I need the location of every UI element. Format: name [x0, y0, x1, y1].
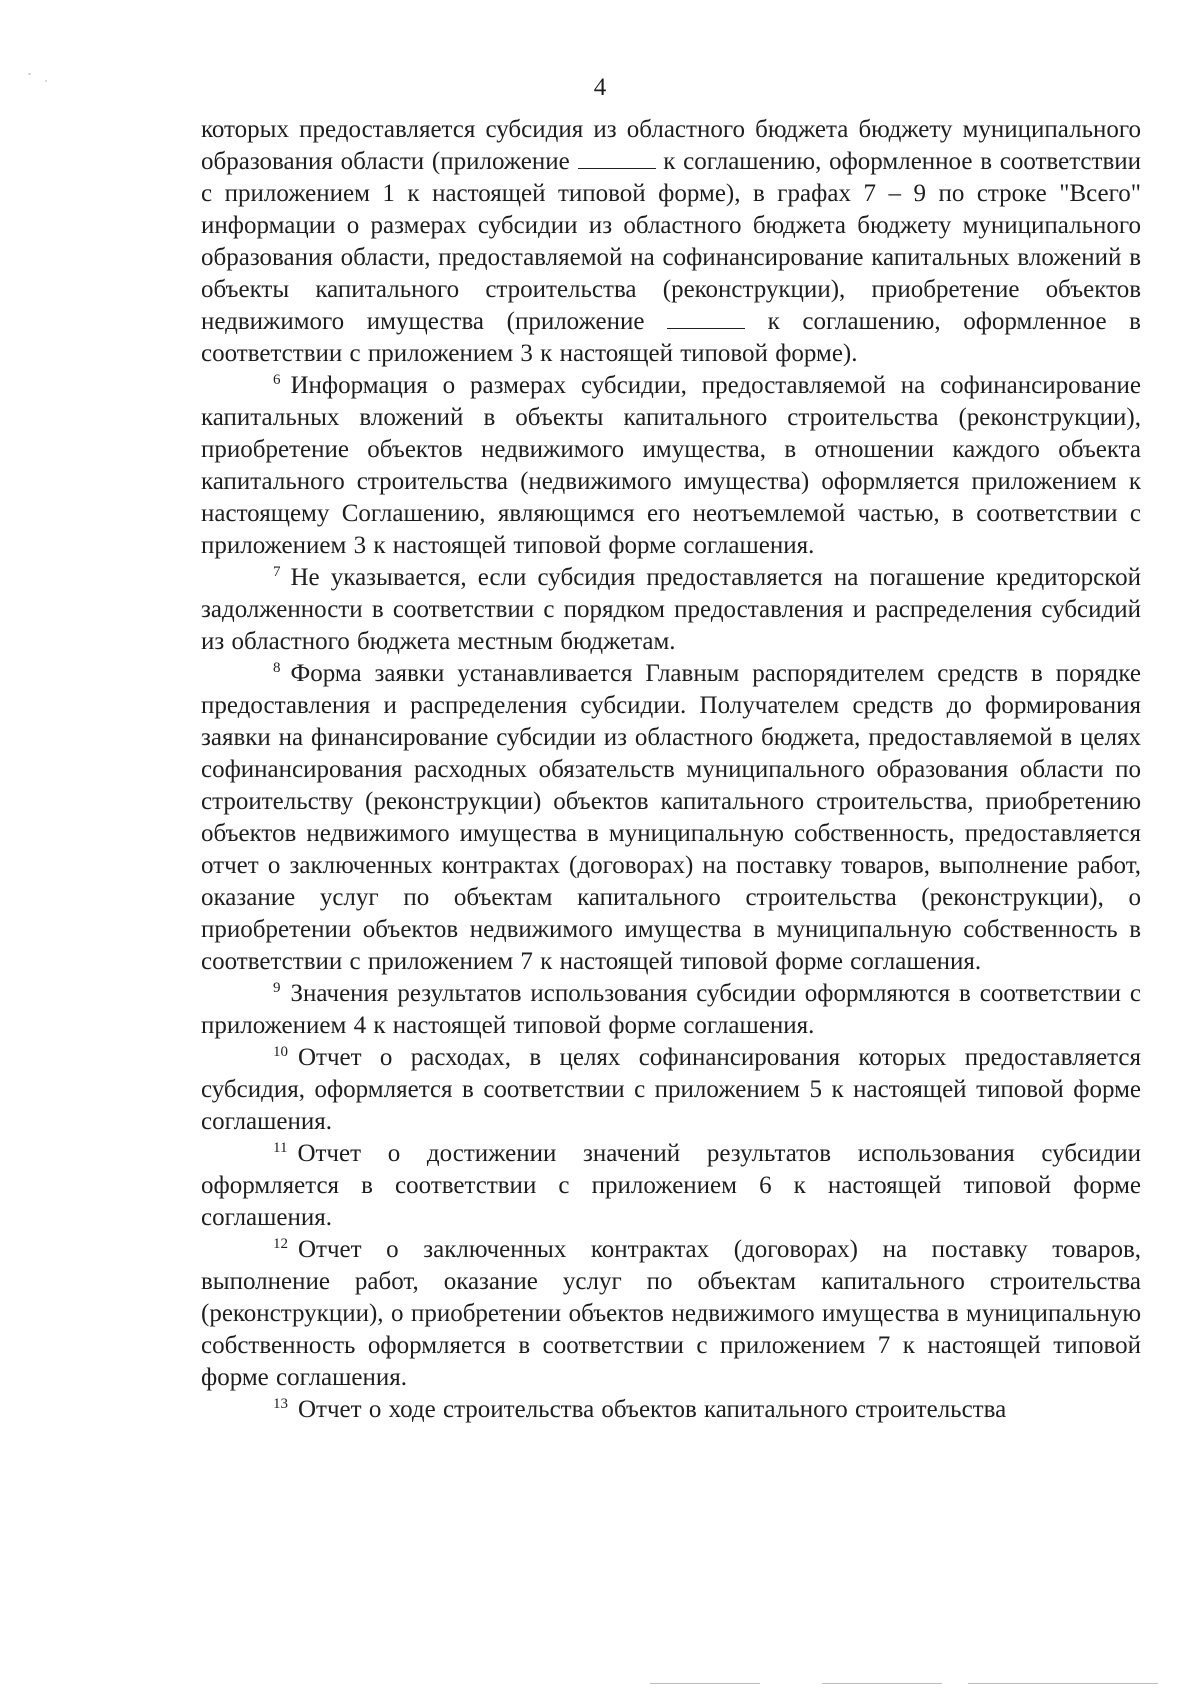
footnote-10 [201, 1042, 1141, 1138]
footnote-text: Информация о размерах субсидии, предоставляемой на софинансирование капитальных вложений в объекты капитального строительства (реконструкции), приобретение объектов недвижимого имущества, в отношении каждого объекта капитального строительства (недвижимого имущества) оформляется приложением к настоящему Соглашению, являющимся его неотъемлемой частью, в соответствии с приложением 3 к настоящей типовой форме соглашения. [201, 372, 1141, 559]
continued-footnote-text [201, 114, 1141, 370]
footnote-number: 7 [273, 563, 281, 580]
footnote-text: Отчет о достижении значений результатов использования субсидии оформляется в соответствии с приложением 6 к настоящей типовой форме соглашения. [201, 1140, 1141, 1231]
footnote-6 [201, 370, 1141, 562]
footnote-text: Отчет о ходе строительства объектов капитального строительства [298, 1396, 1007, 1423]
footnote-7 [201, 562, 1141, 658]
footnotes-body [201, 114, 1141, 1426]
scan-edge-line [968, 1683, 1158, 1684]
page-number: 4 [593, 74, 607, 101]
appendix-number-blank-2 [667, 308, 745, 329]
footnote-11 [201, 1138, 1141, 1234]
footnote-number: 13 [273, 1395, 288, 1412]
scan-edge-line [822, 1683, 942, 1684]
footnote-number: 8 [273, 659, 281, 676]
footnote-text: Значения результатов использования субсидии оформляются в соответствии с приложением 4 к настоящей типовой форме соглашения. [201, 980, 1141, 1039]
footnote-number: 10 [273, 1043, 288, 1060]
scan-speck [28, 73, 31, 75]
footnote-number: 6 [273, 371, 281, 388]
footnote-8 [201, 658, 1141, 978]
scan-speck [45, 80, 47, 82]
continued-text-part-2: к соглашению, оформленное в соответствии с приложением 1 к настоящей типовой форме), в графах 7 – 9 по строке "Всего" информации о размерах субсидии из областного бюджета бюджету муниципального образования области, предоставляемой на софинансирование капитальных вложений в объекты капитального строительства (реконструкции), приобретение объектов недвижимого имущества (приложение [201, 148, 1142, 335]
footnote-number: 11 [273, 1139, 288, 1156]
footnote-number: 9 [273, 979, 281, 996]
footnote-text: Не указывается, если субсидия предоставляется на погашение кредиторской задолженности в соответствии с порядком предоставления и распределения субсидий из областного бюджета местным бюджетам. [201, 564, 1141, 655]
footnote-text: Форма заявки устанавливается Главным распорядителем средств в порядке предоставления и распределения субсидии. Получателем средств до формирования заявки на финансирование субсидии из областного бюджета, предоставляемой в целях софинансирования расходных обязательств муниципального образования области по строительству (реконструкции) объектов капитального строительства, приобретению объектов недвижимого имущества в муниципальную собственность, предоставляется отчет о заключенных контрактах (договорах) на поставку товаров, выполнение работ, оказание услуг по объектам капитального строительства (реконструкции), о приобретении объектов недвижимого имущества в муниципальную собственность в соответствии с приложением 7 к настоящей типовой форме соглашения. [201, 660, 1141, 975]
scan-edge-line [650, 1683, 760, 1684]
footnote-number: 12 [273, 1235, 288, 1252]
footnote-13 [201, 1394, 1141, 1426]
footnote-12 [201, 1234, 1141, 1394]
footnote-9 [201, 978, 1141, 1042]
continued-text-part-1: которых предоставляется субсидия из областного бюджета бюджету муниципального образования области (приложение [201, 116, 1141, 175]
scan-edge-lines [650, 1683, 1170, 1685]
continued-text-part-3: к соглашению, оформленное в соответствии с приложением 3 к настоящей типовой форме). [201, 308, 1141, 367]
footnote-text: Отчет о расходах, в целях софинансирования которых предоставляется субсидия, оформляется в соответствии с приложением 5 к настоящей типовой форме соглашения. [201, 1044, 1141, 1135]
appendix-number-blank-1 [578, 148, 656, 169]
footnote-text: Отчет о заключенных контрактах (договорах) на поставку товаров, выполнение работ, оказание услуг по объектам капитального строительства (реконструкции), о приобретении объектов недвижимого имущества в муниципальную собственность оформляется в соответствии с приложением 7 к настоящей типовой форме соглашения. [201, 1236, 1141, 1391]
